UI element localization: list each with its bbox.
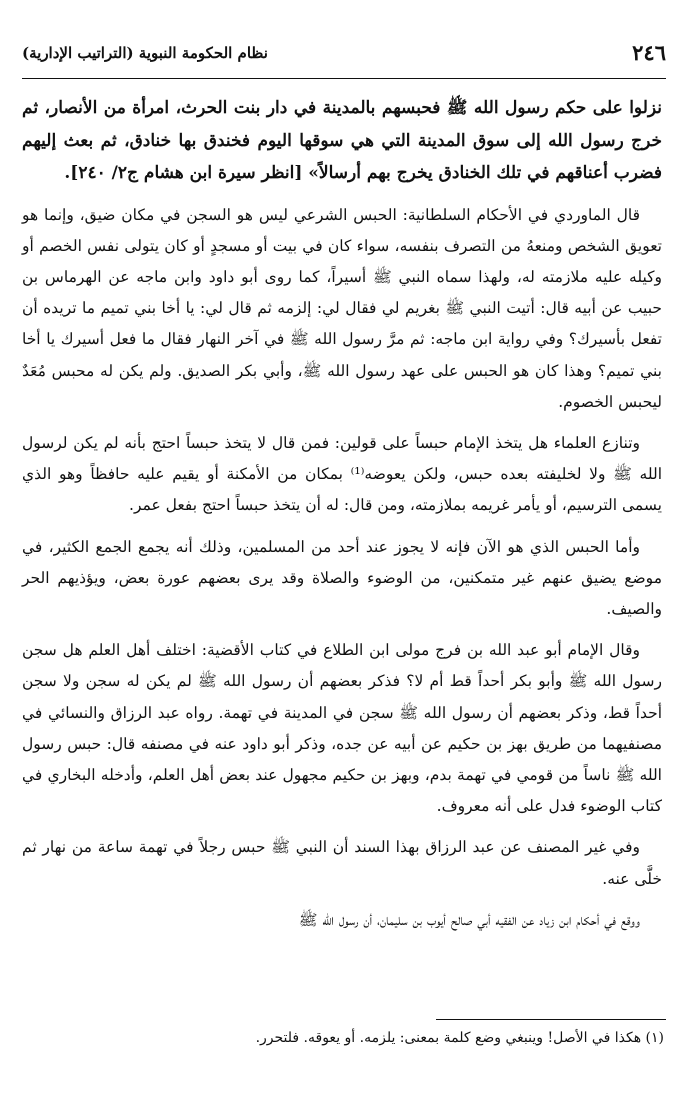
paragraph-scholars-dispute: وتنازع العلماء هل يتخذ الإمام حبساً على قولين: فمن قال لا يتخذ حبساً احتج بأنه لم يكن لرسول الله ﷺ ولا لخليفته بعده حبس، ولكن يعوضه⁽¹⁾ بمكان من الأمكنة أو يقيم عليه حافظاً وهو الذي يسمى الترسيم، أو يأمر غريمه بملازمته، ومن قال: له أن يتخذ حبساً احتج بفعل عمر. bbox=[22, 433, 662, 515]
paragraph-ibn-faraj: وقال الإمام أبو عبد الله بن فرج مولى ابن الطلاع في كتاب الأقضية: اختلف أهل العلم هل سجن رسول الله ﷺ وأبو بكر أحداً قط أم لا؟ فذكر بعضهم أن رسول الله ﷺ لم يكن له سجن ولا سجن أحداً قط، وذكر بعضهم أن رسول الله ﷺ سجن في المدينة في تهمة. رواه عبد الرزاق والنسائي في مصنفيهما من طريق بهز بن حكيم عن أبيه عن جده، وذكر أبو داود عنه في مصنفه قال: حبس رسول الله ﷺ ناساً من قومي في تهمة بدم، وبهز بن حكيم مجهول عند بعض أهل العلم، وأدخله البخاري في كتاب الوضوء فدل على أنه معروف. bbox=[22, 641, 662, 816]
body-text bbox=[22, 92, 662, 936]
paragraph-ibn-ziyad: ووقع في أحكام ابن زياد عن الفقيه أبي صالح أيوب بن سليمان، أن رسول الله ﷺ bbox=[298, 910, 640, 929]
footnote: (١) هكذا في الأصل! وينبغي وضع كلمة بمعنى: يلزمه. أو يعوقه. فلتحرر. bbox=[255, 1030, 664, 1046]
paragraph-mawardi: قال الماوردي في الأحكام السلطانية: الحبس الشرعي ليس هو السجن في مكان ضيق، وإنما هو تعويق الشخص ومنعهُ من التصرف بنفسه، سواء كان في بيت أو مسجدٍ أو كان يتولى نفس الخصم أو وكيله عليه ملازمته له، ولهذا سماه النبي ﷺ أسيراً، كما روى أبو داود وابن ماجه عن الهرماس بن حبيب عن أبيه قال: أتيت النبي ﷺ بغريم لي فقال لي: إلزمه ثم قال لي: يا أخا بني تميم ما تريده أن تفعل بأسيرك؟ وفي رواية ابن ماجه: ثم مرَّ رسول الله ﷺ في آخر النهار فقال ما فعل أسيرك يا أخا بني تميم؟ وهذا كان هو الحبس على عهد رسول الله ﷺ، وأبي بكر الصديق. ولم يكن له محبس مُعَدٌ ليحبس الخصوم. bbox=[22, 205, 662, 411]
running-title: نظام الحكومة النبوية (التراتيب الإدارية) bbox=[22, 44, 268, 62]
paragraph-current-prison: وأما الحبس الذي هو الآن فإنه لا يجوز عند أحد من المسلمين، وذلك أنه يجمع الجمع الكثير، في موضع يضيق عنهم غير متمكنين، من الوضوء والصلاة وقد يرى بعضهم عورة بعض، ويؤذيهم الحر والصيف. bbox=[22, 537, 662, 618]
page-header bbox=[22, 38, 666, 79]
paragraph-abd-al-razzaq: وفي غير المصنف عن عبد الرزاق بهذا السند أن النبي ﷺ حبس رجلاً في تهمة ساعة من نهار ثم خلَّى عنه. bbox=[22, 838, 662, 888]
footnote-divider bbox=[436, 1019, 666, 1020]
page-number: ٢٤٦ bbox=[632, 40, 666, 65]
lead-paragraph: نزلوا على حكم رسول الله ﷺ فحبسهم بالمدينة في دار بنت الحرث، امرأة من الأنصار، ثم خرج رسول الله إلى سوق المدينة التي هي سوقها اليوم فخندق بها خنادق، ثم بعث إليهم فضرب أعناقهم في تلك الخنادق يخرج بهم أرسالاً» [انظر سيرة ابن هشام ج٢/ ٢٤٠]. bbox=[22, 98, 663, 183]
